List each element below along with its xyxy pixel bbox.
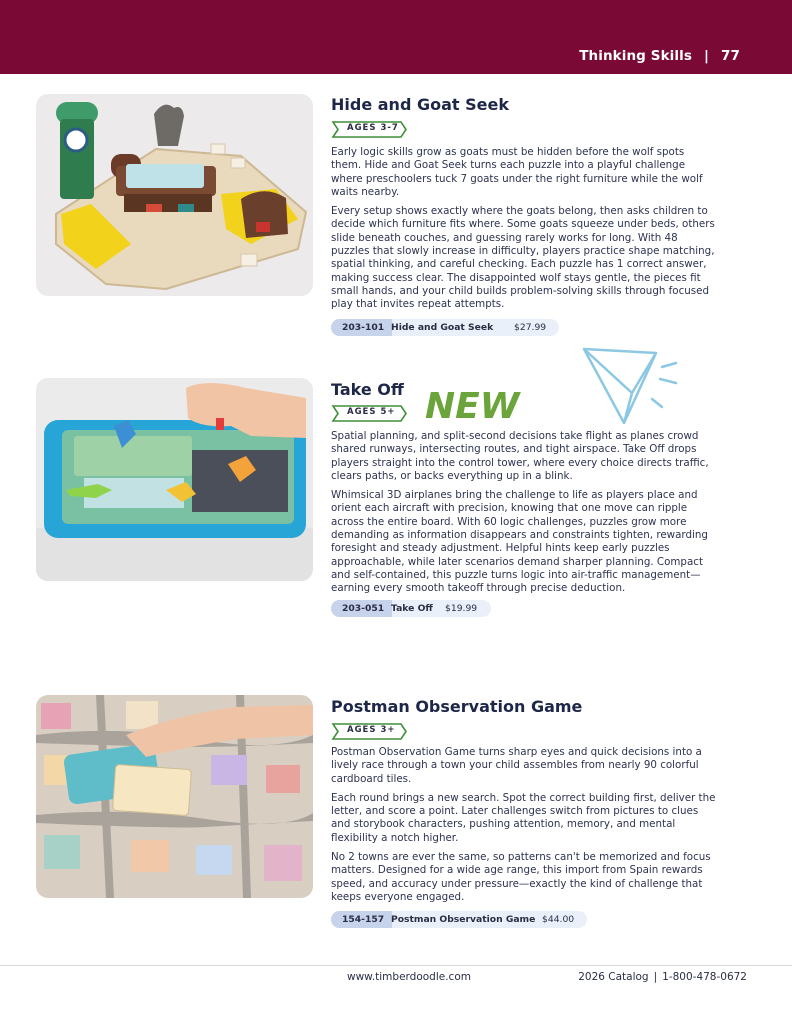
catalog-year: 2026 Catalog: [578, 971, 649, 983]
header-separator: |: [703, 48, 709, 64]
product-title: Take Off: [331, 380, 404, 399]
product-description: [331, 746, 717, 910]
page-number: 77: [721, 48, 740, 64]
new-badge: [425, 384, 523, 429]
age-range-badge: [331, 405, 407, 422]
footer-website-link[interactable]: www.timberdoodle.com: [347, 971, 471, 983]
product-image-take-off: [36, 378, 313, 581]
sku-price-pill: [331, 911, 587, 928]
sku-product-name: Take Off: [391, 603, 433, 614]
header-label: [579, 48, 740, 64]
product-price: $44.00: [542, 914, 575, 925]
description-paragraph: Whimsical 3D airplanes bring the challenge to life as players place and orient each aircraft with precision, knowing that one move can ripple across the entire board. With 60 logic challenges, puzzles grow more demanding as information disappears and constraints tighten, rewarding foresight and steady adjustment. Helpful hints keep early puzzles approachable, while later scenarios demand sharper planning. Compact and self-contained, this puzzle turns logic into air-traffic management—earning every smooth takeoff through precise deduction.: [331, 489, 708, 595]
sku-price-pill: [331, 600, 491, 617]
product-image-hide-and-goat-seek: [36, 94, 313, 296]
sku-code: 203-051: [331, 600, 392, 617]
footer-catalog-info: [578, 971, 747, 983]
product-price: $19.99: [445, 603, 478, 614]
age-range-badge: [331, 121, 407, 138]
phone-number: 1-800-478-0672: [662, 971, 747, 983]
sku-product-name: Hide and Goat Seek: [391, 322, 494, 333]
product-title: Postman Observation Game: [331, 697, 583, 716]
description-paragraph: Early logic skills grow as goats must be hidden before the wolf spots them. Hide and Goat Seek turns each puzzle into a playful challenge where preschoolers tuck 7 goats under the right furniture while the wolf waits nearby.: [331, 146, 703, 198]
product-description: [331, 146, 717, 318]
product-image-postman-observation-game: [36, 695, 313, 898]
section-title: Thinking Skills: [579, 48, 692, 64]
description-paragraph: Spatial planning, and split-second decisions take flight as planes crowd shared runways, intersecting routes, and tight airspace. Take Off drops players straight into the control tower, where every choice directs traffic, clears paths, or backs everything up in a blink.: [331, 430, 709, 482]
description-paragraph: Postman Observation Game turns sharp eyes and quick decisions into a lively race through a town your child assembles from nearly 90 colorful cardboard tiles.: [331, 746, 702, 785]
page-header: [0, 0, 792, 74]
description-paragraph: No 2 towns are ever the same, so patterns can't be memorized and focus matters. Designed for a wide age range, this import from Spain rewards speed, and accuracy under pressure—exactly the kind of challenge that keeps everyone engaged.: [331, 851, 711, 903]
sku-code: 154-157: [331, 911, 392, 928]
new-badge-text: NEW: [425, 386, 520, 424]
age-range-label: AGES 3+: [347, 725, 396, 735]
description-paragraph: Each round brings a new search. Spot the correct building first, deliver the letter, and score a point. Later challenges switch from pictures to clues and storybook characters, pushing attention, memory, and mental flexibility a notch higher.: [331, 791, 716, 844]
age-range-badge: [331, 723, 407, 740]
new-badge-lettering: [425, 384, 523, 424]
product-title: Hide and Goat Seek: [331, 95, 509, 114]
sku-price-pill: [331, 319, 559, 336]
age-range-label: AGES 5+: [347, 407, 396, 417]
sku-product-name: Postman Observation Game: [391, 914, 536, 925]
description-paragraph: Every setup shows exactly where the goats belong, then asks children to decide which furniture fits where. Some goats squeeze under beds, others slide beneath couches, and guessing rarely works for long. With 48 puzzles that slowly increase in difficulty, players practice shape matching, spatial thinking, and careful checking. Each puzzle has 1 correct answer, making success clear. The disappointed wolf stays gentle, the pieces fit small hands, and your child builds problem-solving skills through focused play that invites repeat attempts.: [331, 205, 715, 311]
sku-code: 203-101: [331, 319, 392, 336]
product-description: [331, 430, 717, 602]
product-price: $27.99: [514, 322, 547, 333]
paper-plane-icon: [580, 345, 680, 427]
footer-separator: |: [653, 971, 658, 983]
age-range-label: AGES 3-7: [347, 123, 399, 133]
footer-divider: [0, 965, 792, 966]
